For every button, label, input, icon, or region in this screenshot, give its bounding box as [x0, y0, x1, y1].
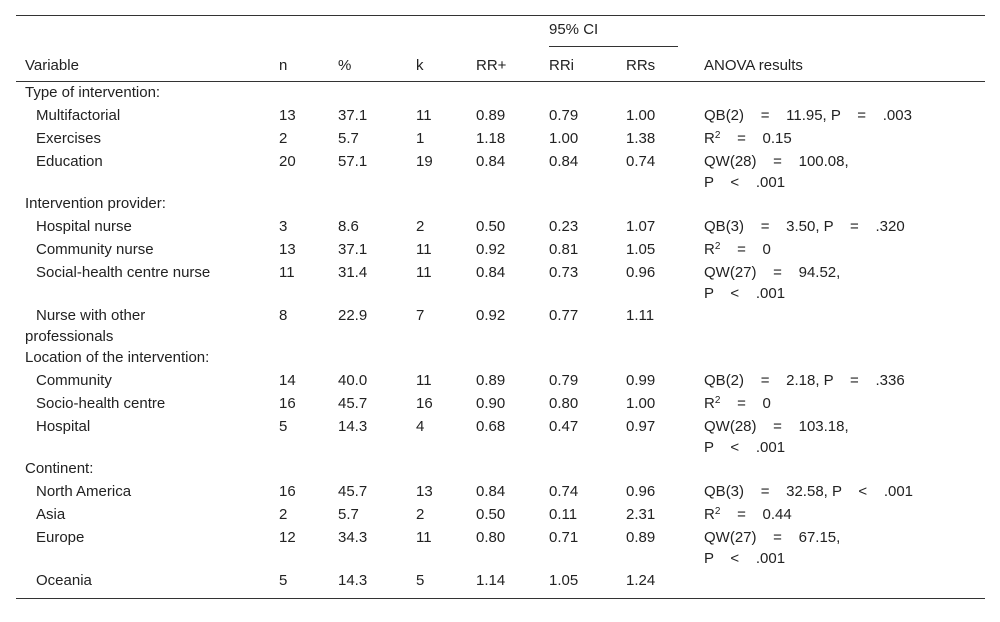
- anova-superscript: 2: [714, 130, 721, 141]
- anova-r-symbol: R: [704, 506, 715, 523]
- col-header-variable: Variable: [16, 49, 279, 82]
- percent-cell: 22.9: [338, 307, 368, 324]
- col-header-rr: RR+: [476, 49, 549, 82]
- rri-cell: 0.77: [549, 307, 579, 324]
- rrs-cell: 0.89: [626, 529, 656, 546]
- rrs-cell: 1.38: [626, 130, 656, 147]
- variable-cell: Community: [36, 372, 112, 389]
- rr-cell: 0.84: [476, 153, 506, 170]
- variable-cell: Exercises: [36, 130, 102, 147]
- column-header-row: [16, 49, 985, 82]
- rr-cell: 0.50: [476, 506, 506, 523]
- group-label: Type of intervention:: [25, 84, 161, 101]
- percent-cell: 8.6: [338, 218, 359, 235]
- k-cell: 16: [416, 395, 433, 412]
- n-cell: 16: [279, 395, 296, 412]
- variable-cell: North America: [36, 483, 132, 500]
- variable-cell: Community nurse: [36, 241, 154, 258]
- rri-cell: 0.81: [549, 241, 579, 258]
- percent-cell: 14.3: [338, 418, 368, 435]
- anova-cell: [704, 392, 985, 415]
- rrs-cell: 1.11: [626, 307, 655, 324]
- group-header-row: [16, 193, 985, 215]
- anova-cell: [704, 569, 985, 599]
- anova-r-value: = 0: [720, 395, 771, 412]
- anova-r-value: = 0: [720, 241, 771, 258]
- variable-line-1: Nurse with other: [36, 307, 146, 324]
- n-cell: 16: [279, 483, 296, 500]
- anova-r-symbol: R: [704, 130, 715, 147]
- n-cell: 14: [279, 372, 296, 389]
- anova-r-symbol: R: [704, 241, 715, 258]
- rrs-cell: 0.74: [626, 153, 656, 170]
- variable-cell: Hospital: [36, 418, 91, 435]
- n-cell: 2: [279, 506, 288, 523]
- table-row: [16, 104, 985, 127]
- anova-superscript: 2: [714, 506, 721, 517]
- col-header-anova: ANOVA results: [704, 49, 985, 82]
- variable-cell: Multifactorial: [36, 107, 121, 124]
- anova-cell: QB(2) = 2.18, P = .336: [704, 372, 905, 389]
- col-header-rrs: RRs: [626, 49, 704, 82]
- k-cell: 19: [416, 153, 433, 170]
- variable-cell: [16, 304, 279, 347]
- table-row: [16, 480, 985, 503]
- group-label: Location of the intervention:: [25, 349, 210, 366]
- col-header-pct: %: [338, 49, 416, 82]
- percent-cell: 57.1: [338, 153, 368, 170]
- variable-line-2: professionals: [25, 328, 114, 345]
- n-cell: 8: [279, 307, 288, 324]
- rrs-cell: 0.96: [626, 264, 656, 281]
- variable-cell: Hospital nurse: [36, 218, 132, 235]
- table-row: [16, 392, 985, 415]
- rrs-cell: 1.05: [626, 241, 656, 258]
- k-cell: 1: [416, 130, 425, 147]
- group-header-row: [16, 82, 985, 105]
- col-header-rri: RRi: [549, 49, 626, 82]
- k-cell: 2: [416, 506, 425, 523]
- rrs-cell: 0.97: [626, 418, 656, 435]
- percent-cell: 45.7: [338, 483, 368, 500]
- anova-cell: [704, 127, 985, 150]
- group-label: Continent:: [25, 460, 94, 477]
- rri-cell: 0.79: [549, 107, 579, 124]
- percent-cell: 5.7: [338, 506, 359, 523]
- percent-cell: 31.4: [338, 264, 368, 281]
- variable-cell: Socio-health centre: [36, 395, 166, 412]
- rr-cell: 0.92: [476, 307, 506, 324]
- table-row: [16, 304, 985, 347]
- rr-cell: 1.14: [476, 572, 506, 589]
- n-cell: 5: [279, 418, 288, 435]
- rr-cell: 0.92: [476, 241, 506, 258]
- table-row: [16, 526, 985, 569]
- group-label: Intervention provider:: [25, 195, 166, 212]
- rr-cell: 0.84: [476, 483, 506, 500]
- n-cell: 2: [279, 130, 288, 147]
- n-cell: 11: [279, 264, 295, 281]
- anova-cell: [704, 238, 985, 261]
- rrs-cell: 0.99: [626, 372, 656, 389]
- rr-cell: 0.89: [476, 107, 506, 124]
- anova-cell: [704, 503, 985, 526]
- k-cell: 11: [416, 107, 432, 124]
- col-header-n: n: [279, 49, 338, 82]
- n-cell: 13: [279, 241, 296, 258]
- variable-cell: Education: [36, 153, 103, 170]
- anova-r-symbol: R: [704, 395, 715, 412]
- k-cell: 11: [416, 372, 432, 389]
- k-cell: 13: [416, 483, 433, 500]
- table-row: [16, 415, 985, 458]
- n-cell: 13: [279, 107, 296, 124]
- results-table: [16, 15, 985, 599]
- rrs-cell: 1.24: [626, 572, 656, 589]
- rri-cell: 0.80: [549, 395, 579, 412]
- n-cell: 3: [279, 218, 288, 235]
- rri-cell: 0.74: [549, 483, 579, 500]
- col-header-k: k: [416, 49, 476, 82]
- k-cell: 7: [416, 307, 425, 324]
- anova-r-value: = 0.44: [720, 506, 792, 523]
- n-cell: 12: [279, 529, 296, 546]
- ci-header-row: [16, 16, 985, 50]
- k-cell: 4: [416, 418, 425, 435]
- rrs-cell: 2.31: [626, 506, 656, 523]
- anova-superscript: 2: [714, 241, 721, 252]
- rrs-cell: 0.96: [626, 483, 656, 500]
- variable-cell: Oceania: [36, 572, 92, 589]
- rri-cell: 0.79: [549, 372, 579, 389]
- rri-cell: 0.73: [549, 264, 579, 281]
- rr-cell: 0.50: [476, 218, 506, 235]
- k-cell: 11: [416, 529, 432, 546]
- anova-cell: [704, 304, 985, 347]
- table-row: [16, 215, 985, 238]
- rrs-cell: 1.00: [626, 107, 656, 124]
- k-cell: 11: [416, 241, 432, 258]
- rri-cell: 0.23: [549, 218, 579, 235]
- percent-cell: 37.1: [338, 241, 368, 258]
- anova-r-value: = 0.15: [720, 130, 792, 147]
- percent-cell: 5.7: [338, 130, 359, 147]
- percent-cell: 45.7: [338, 395, 368, 412]
- anova-cell: QW(27) = 94.52, P < .001: [704, 264, 841, 302]
- table-row: [16, 127, 985, 150]
- rr-cell: 1.18: [476, 130, 506, 147]
- anova-superscript: 2: [714, 395, 721, 406]
- k-cell: 11: [416, 264, 432, 281]
- group-header-row: [16, 347, 985, 369]
- anova-cell: QW(27) = 67.15, P < .001: [704, 529, 841, 567]
- rrs-cell: 1.00: [626, 395, 656, 412]
- rr-cell: 0.84: [476, 264, 506, 281]
- anova-cell: QW(28) = 100.08, P < .001: [704, 153, 849, 191]
- ci-header: 95% CI: [549, 19, 678, 47]
- percent-cell: 40.0: [338, 372, 368, 389]
- percent-cell: 34.3: [338, 529, 368, 546]
- rr-cell: 0.80: [476, 529, 506, 546]
- rri-cell: 0.84: [549, 153, 579, 170]
- rr-cell: 0.89: [476, 372, 506, 389]
- table-row: [16, 569, 985, 599]
- percent-cell: 14.3: [338, 572, 368, 589]
- table-row: [16, 261, 985, 304]
- rri-cell: 0.11: [549, 506, 578, 523]
- variable-cell: Asia: [36, 506, 66, 523]
- rri-cell: 0.71: [549, 529, 579, 546]
- group-header-row: [16, 458, 985, 480]
- table-row: [16, 150, 985, 193]
- rr-cell: 0.90: [476, 395, 506, 412]
- anova-cell: QB(2) = 11.95, P = .003: [704, 107, 912, 124]
- anova-cell: QB(3) = 32.58, P < .001: [704, 483, 914, 500]
- rr-cell: 0.68: [476, 418, 506, 435]
- rri-cell: 1.05: [549, 572, 579, 589]
- results-table-body: [16, 82, 985, 599]
- table-row: [16, 238, 985, 261]
- rrs-cell: 1.07: [626, 218, 656, 235]
- rri-cell: 1.00: [549, 130, 579, 147]
- anova-cell: QB(3) = 3.50, P = .320: [704, 218, 905, 235]
- rri-cell: 0.47: [549, 418, 579, 435]
- n-cell: 20: [279, 153, 296, 170]
- k-cell: 2: [416, 218, 425, 235]
- anova-cell: QW(28) = 103.18, P < .001: [704, 418, 849, 456]
- table-row: [16, 503, 985, 526]
- table-row: [16, 369, 985, 392]
- variable-cell: Europe: [36, 529, 85, 546]
- percent-cell: 37.1: [338, 107, 368, 124]
- k-cell: 5: [416, 572, 425, 589]
- n-cell: 5: [279, 572, 288, 589]
- variable-cell: Social-health centre nurse: [36, 264, 211, 281]
- results-table-container: [16, 15, 985, 599]
